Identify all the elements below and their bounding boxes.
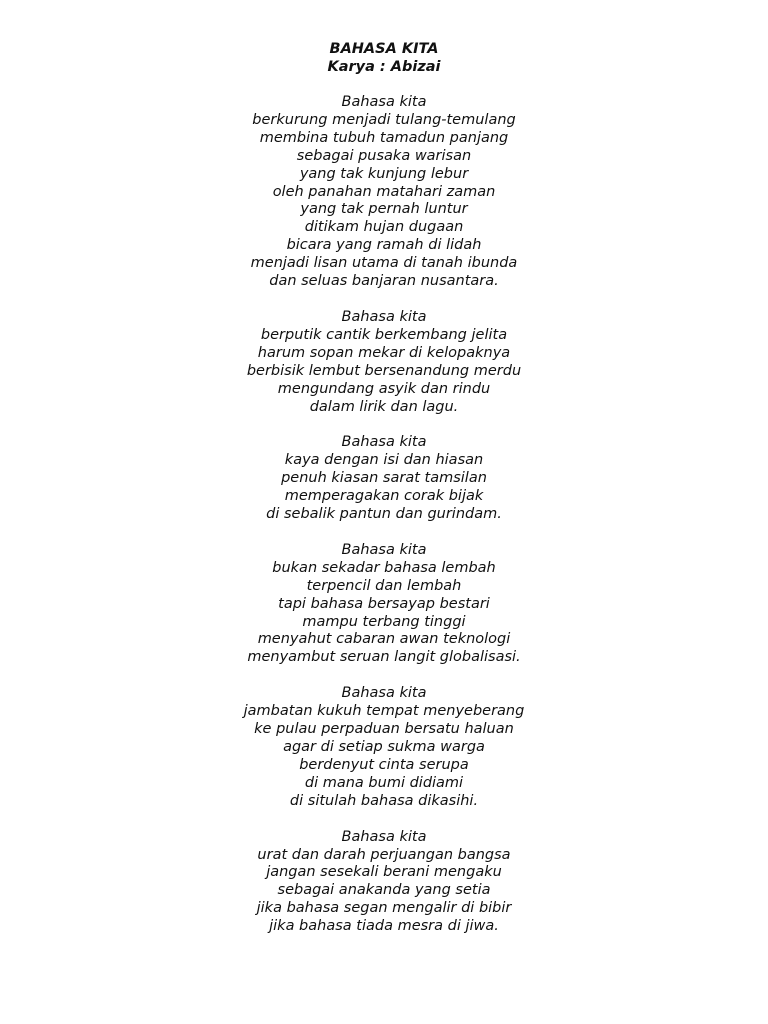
poem-line: jika bahasa tiada mesra di jiwa. [269,918,499,935]
poem-line: jangan sesekali berani mengaku [266,864,502,881]
poem-line: jika bahasa segan mengalir di bibir [256,900,512,917]
poem-line: mengundang asyik dan rindu [277,380,491,397]
poem-line: sebagai anakanda yang setia [277,882,491,899]
poem-line: berputik cantik berkembang jelita [260,326,508,343]
poem-line: jambatan kukuh tempat menyeberang [243,703,525,720]
poem-line: berbisik lembut bersenandung merdu [246,362,522,379]
poem-line: membina tubuh tamadun panjang [259,129,509,146]
poem-line: berdenyut cinta serupa [299,756,469,773]
poem-title: BAHASA KITA [329,41,439,57]
poem-line: ke pulau perpaduan bersatu haluan [254,721,514,738]
poem-line: menjadi lisan utama di tanah ibunda [250,255,518,272]
poem-line: di sebalik pantun dan gurindam. [266,506,502,523]
poem-line: yang tak pernah luntur [300,201,468,218]
stanza [0,434,768,524]
poem-body [0,94,768,936]
stanza [0,542,768,667]
poem-line: harum sopan mekar di kelopaknya [257,344,511,361]
poem-line: terpencil dan lembah [306,577,462,594]
poem-line: bicara yang ramah di lidah [286,237,482,254]
poem-line: bukan sekadar bahasa lembah [272,559,496,576]
poem-line: dalam lirik dan lagu. [309,398,459,415]
poem-line: berkurung menjadi tulang-temulang [252,111,516,128]
poem-line: dan seluas banjaran nusantara. [269,273,499,290]
poem-line: tapi bahasa bersayap bestari [278,595,490,612]
stanza [0,685,768,810]
poem-line: menyambut seruan langit globalisasi. [247,649,521,666]
stanza [0,829,768,936]
poem-line: urat dan darah perjuangan bangsa [257,846,511,863]
poem-author: Karya : Abizai [327,59,441,75]
poem-line: Bahasa kita [341,308,427,325]
poem-page [0,40,768,954]
poem-line: Bahasa kita [341,685,427,702]
poem-line: Bahasa kita [341,94,427,110]
poem-line: agar di setiap sukma warga [283,739,485,755]
poem-line: sebagai pusaka warisan [296,147,472,164]
poem-line: Bahasa kita [341,541,427,558]
poem-line: ditikam hujan dugaan [304,219,464,236]
poem-line: yang tak kunjung lebur [299,165,469,182]
poem-line: mampu terbang tinggi [302,613,466,630]
poem-line: menyahut cabaran awan teknologi [257,631,511,648]
stanza [0,94,768,291]
poem-line: di mana bumi didiami [304,774,464,791]
poem-line: Bahasa kita [341,828,427,845]
poem-line: memperagakan corak bijak [284,488,484,505]
poem-line: oleh panahan matahari zaman [272,183,496,200]
poem-line: Bahasa kita [341,434,427,451]
poem-line: di situlah bahasa dikasihi. [289,792,479,809]
stanza [0,309,768,416]
poem-line: penuh kiasan sarat tamsilan [281,470,487,487]
poem-line: kaya dengan isi dan hiasan [284,452,484,469]
